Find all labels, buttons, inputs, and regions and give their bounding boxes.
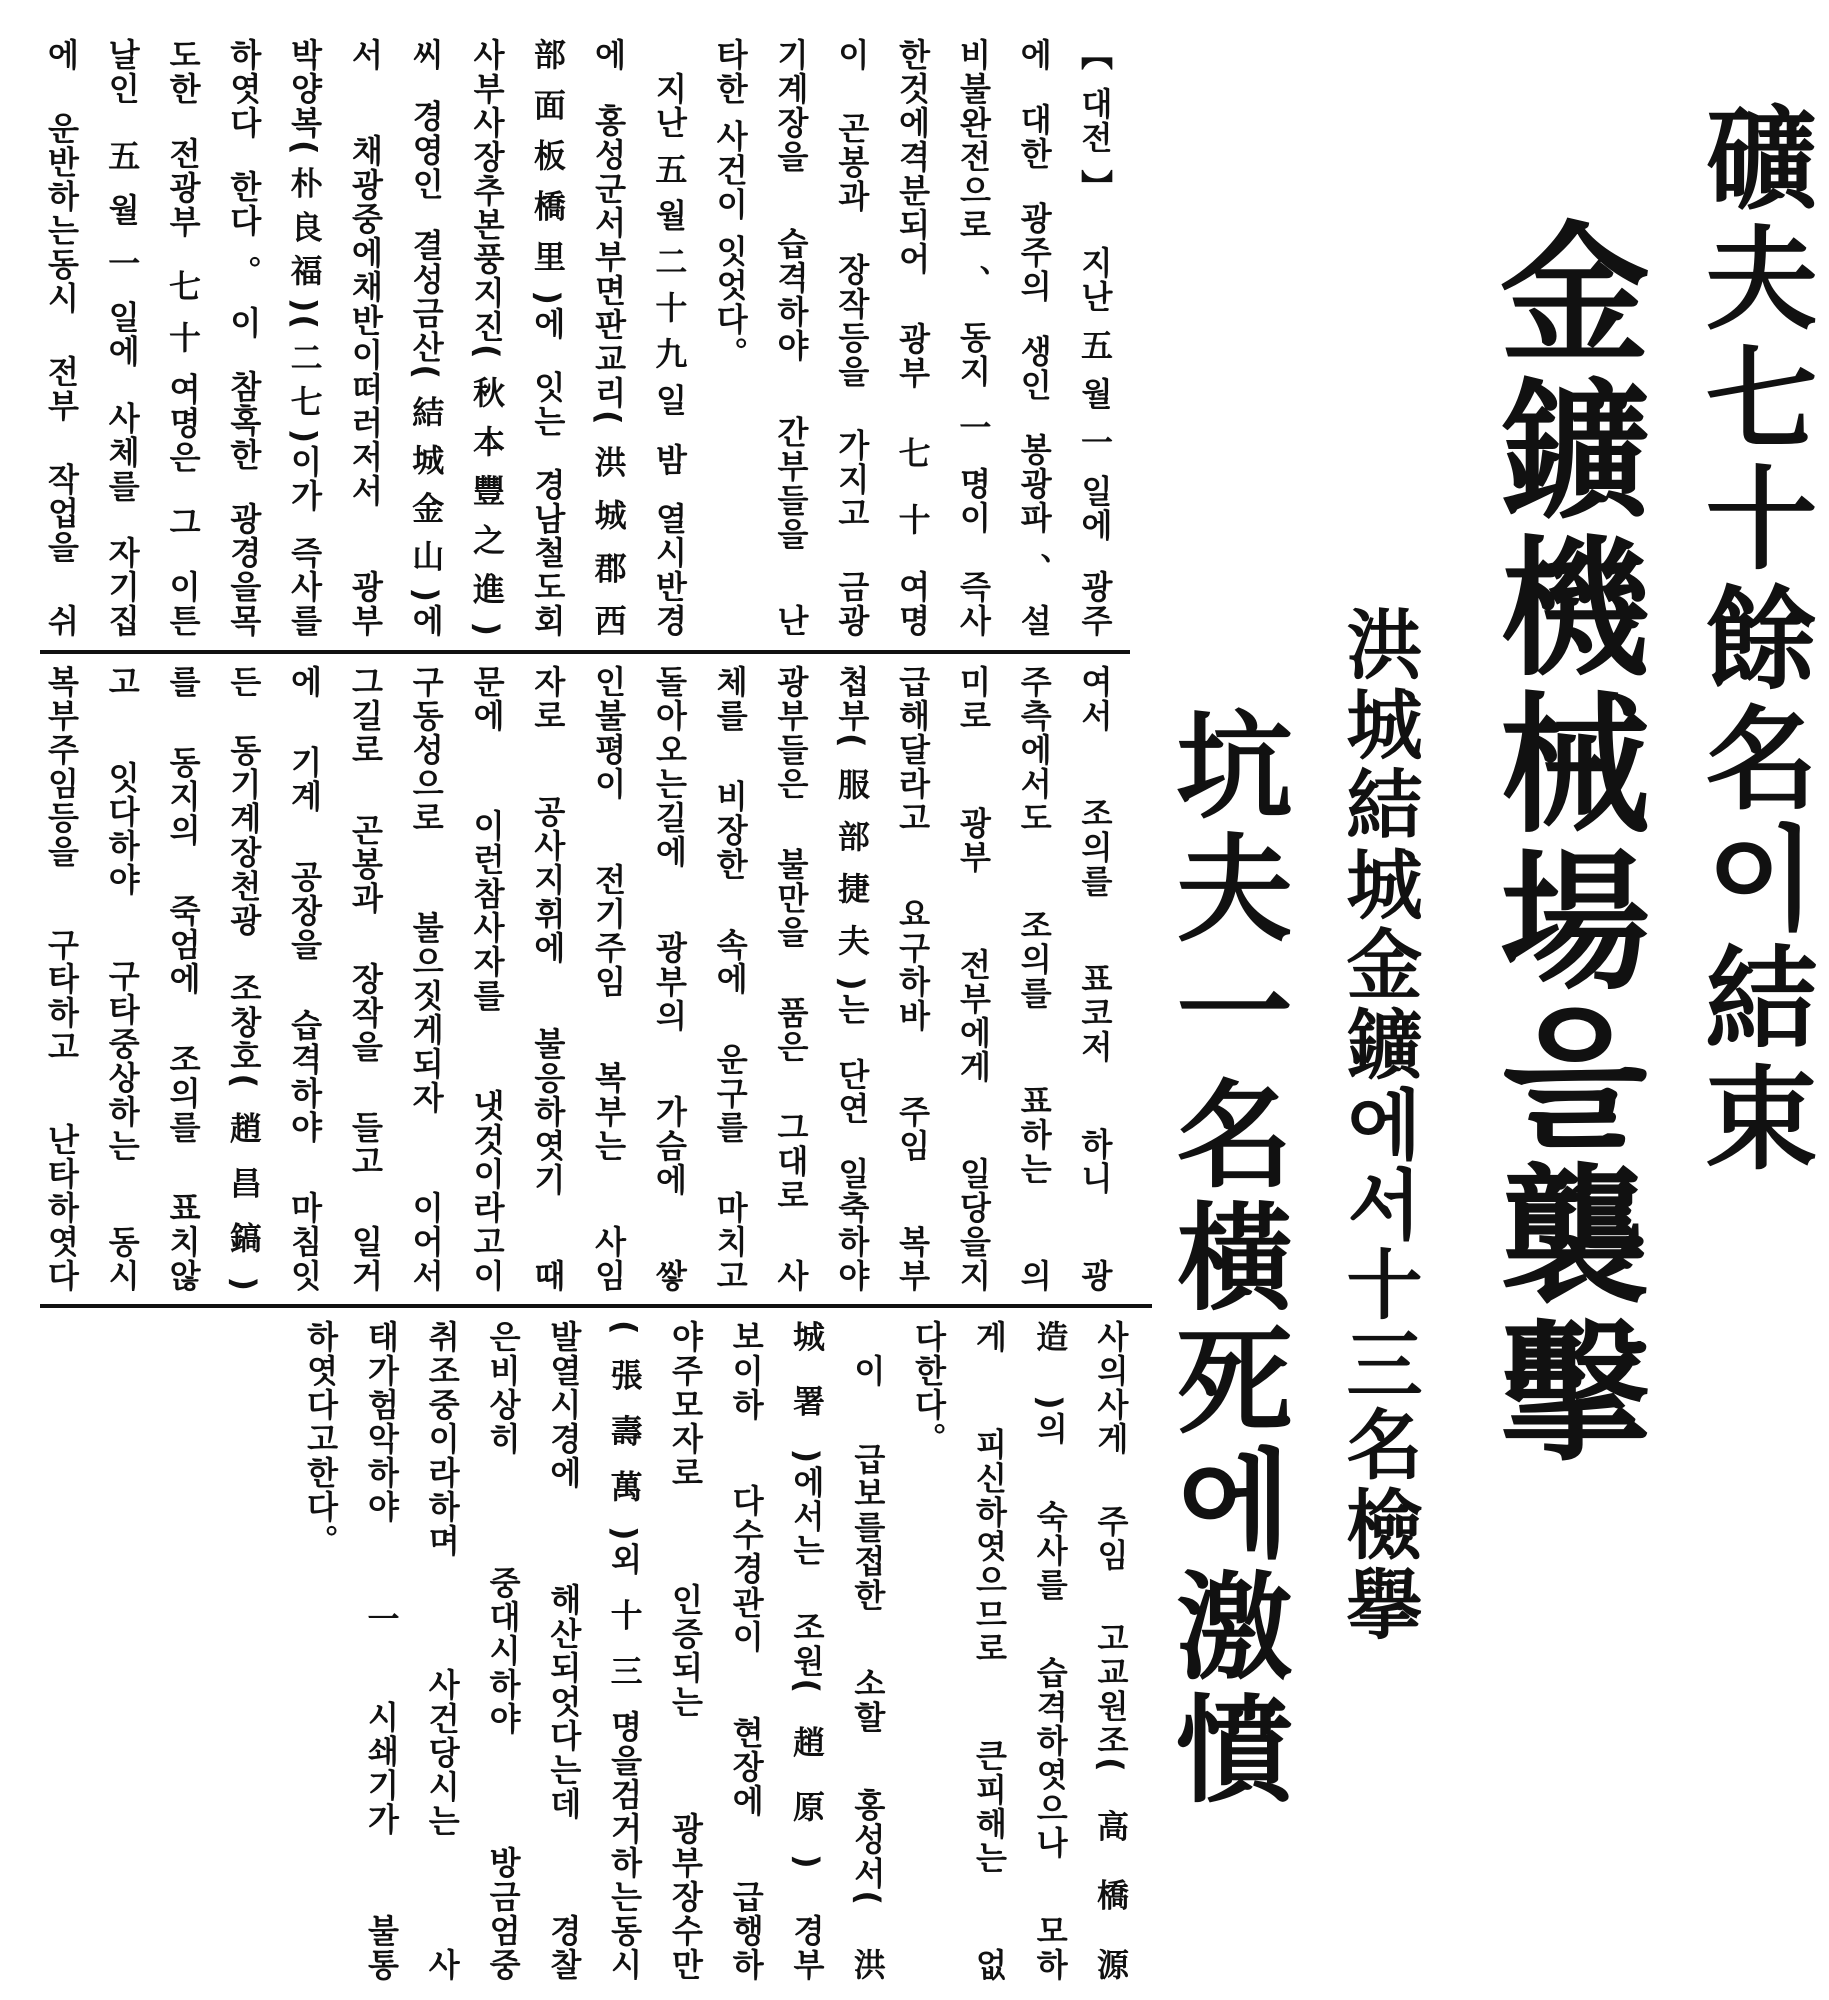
article-column: 이 곤봉과 장작등을 가지고 금광 [832, 38, 871, 638]
article-column: 비불완전으로、동지一명이 즉사 [954, 38, 993, 638]
article-column: 취조중이라하며 사건당시는 사 [423, 1320, 462, 1982]
article-column: 에 기계 공장을 습격하야 마침잇 [285, 665, 324, 1293]
article-column: 다한다。 [909, 1320, 948, 1456]
article-column: 이 급보를접한 소할 홍성서(洪 [848, 1354, 887, 1982]
subheadline: 洪城結城金鑛에서十三名檢擧 [1334, 605, 1423, 1645]
article-column: 날인 五월一일에 사체를 자기집 [103, 38, 142, 638]
article-column: 한것에격분되어 광부 七十여명 [893, 38, 932, 638]
article-column: 구동성으로 불으짓게되자 이어서 [407, 665, 446, 1293]
article-column: 은비상히 중대시하야 방금엄중 [484, 1320, 523, 1982]
article-column: 박양복(朴良福)(二七)이가 즉사를 [285, 38, 324, 638]
article-column: 를 동지의 죽엄에 조의를 표치않 [164, 665, 203, 1293]
article-column: 복부주임등을 구타하고 난타하엿다 [42, 665, 81, 1293]
article-column: 급해달라고 요구하바 주임 복부 [893, 665, 932, 1293]
article-column: 미로 광부 전부에게 일당을지 [954, 665, 993, 1293]
article-column: 문에 이런참사자를 냇것이라고이 [468, 665, 507, 1293]
article-column: 발열시경에 해산되엇다는데 경찰 [544, 1320, 583, 1982]
article-column: 에 운반하는동시 전부 작업을 쉬 [42, 38, 81, 638]
article-column: (張壽萬)외十三명을검거하는동시 [605, 1320, 644, 1982]
article-column: 첩부(服部捷夫)는 단연 일축하야 [832, 665, 871, 1293]
article-bottom-block [289, 1320, 1141, 1982]
article-column: 씨 경영인 결성금산(結城金山)에 [407, 38, 446, 638]
article-column: 야주모자로 인증되는 광부장수만 [666, 1320, 705, 1982]
article-column: 에 홍성군서부면판교리(洪城郡西 [589, 38, 628, 638]
article-top-block [30, 38, 1125, 638]
headline-main: 礦夫七十餘名이結束 [1687, 100, 1818, 1180]
headline-third: 坑夫一名橫死에激憤 [1157, 705, 1293, 1812]
article-column: 하엿다고한다。 [301, 1320, 340, 1558]
article-column: 造)의 숙사를 습격하엿으나 모하 [1031, 1320, 1070, 1982]
article-column: 자로 공사지휘에 불응하엿기 때 [528, 665, 567, 1293]
article-column: 기계장을 습격하야 간부들을 난 [772, 38, 811, 638]
headline-secondary: 金鑛機械場을襲擊 [1474, 215, 1650, 1471]
article-column: 인불평이 전기주임 복부는 사임 [589, 665, 628, 1293]
article-column: 部面板橋里)에 잇는 경남철도회 [528, 38, 567, 638]
article-column: 【대전】 지난五월一일에 광주 [1076, 38, 1114, 638]
article-column: 城署)에서는 조원(趙原) 경부 [788, 1320, 827, 1982]
article-column: 태가험악하야 一시쇄기가 불통 [362, 1320, 401, 1982]
article-column: 그길로 곤봉과 장작을 들고 일거 [346, 665, 385, 1293]
article-column: 서 채광중에채반이떠러저서 광부 [346, 38, 385, 638]
article-middle-block [30, 665, 1125, 1293]
article-column: 광부들은 불만을 품은 그대로 사 [772, 665, 811, 1293]
article-column: 하엿다 한다。이 참혹한 광경을목 [224, 38, 263, 638]
column-divider-rule [40, 650, 1130, 654]
article-column: 주측에서도 조의를 표하는 의 [1015, 665, 1054, 1293]
article-column: 돌아오는길에 광부의 가슴에 쌓 [650, 665, 689, 1293]
article-column: 여서 조의를 표코저 하니 광 [1076, 665, 1114, 1293]
article-column: 사부사장추본풍지진(秋本豐之進) [468, 38, 507, 638]
article-column: 지난五월二十九일 밤 열시반경 [650, 72, 689, 638]
article-column: 든 동기계장천광 조창호(趙昌鎬) [224, 665, 263, 1293]
column-divider-rule [40, 1304, 1152, 1308]
article-column: 도한 전광부 七十여명은 그 이튼 [164, 38, 203, 638]
article-column: 에 대한 광주의 생인 봉광파、설 [1015, 38, 1054, 638]
article-column: 게 피신하엿으므로 큰피해는 없 [970, 1320, 1009, 1982]
article-column: 타한 사건이 잇엇다。 [711, 38, 750, 371]
article-column: 보이하 다수경관이 현장에 급행하 [727, 1320, 766, 1982]
article-column: 사의사게 주임 고교원조(高橋源 [1092, 1320, 1130, 1982]
article-column: 고 잇다하야 구타중상하는 동시 [103, 665, 142, 1293]
article-column: 체를 비장한 속에 운구를 마치고 [711, 665, 750, 1293]
